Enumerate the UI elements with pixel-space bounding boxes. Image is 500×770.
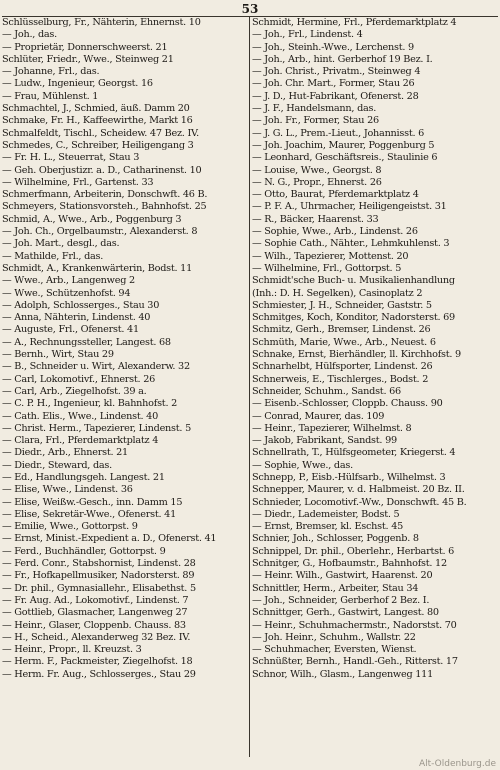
page-number: 53	[241, 2, 259, 16]
directory-entry: Schmidt, Hermine, Frl., Pferdemarktplatz 4	[252, 17, 457, 28]
directory-entry: — Joh., Schneider, Gerberhof 2 Bez. I.	[252, 594, 430, 606]
directory-entry: — Fr. Aug. Ad., Lokomotivf., Lindenst. 7	[2, 594, 189, 606]
directory-entry: Schmiester, J. H., Schneider, Gaststr. 5	[252, 299, 432, 311]
directory-entry: — Cath. Elis., Wwe., Lindenst. 40	[2, 410, 158, 422]
directory-entry: — Joh., das.	[2, 29, 57, 41]
directory-entry: Schnor, Wilh., Glasm., Langenweg 111	[252, 668, 433, 680]
directory-entry: — Heinr., Propr., ll. Kreuzst. 3	[2, 644, 142, 656]
directory-entry: — Emilie, Wwe., Gottorpst. 9	[2, 521, 138, 533]
right-column	[252, 17, 498, 681]
directory-entry: — Heinr., Tapezierer, Wilhelmst. 8	[252, 422, 412, 434]
directory-entry: Schnüßter, Bernh., Handl.-Geh., Ritterst. 17	[252, 656, 458, 668]
directory-entry: — Ferd. Conr., Stabshornist, Lindenst. 28	[2, 558, 196, 570]
directory-entry: — J. G. L., Prem.-Lieut., Johannisst. 6	[252, 127, 425, 139]
directory-entry: Schnittler, Herm., Arbeiter, Stau 34	[252, 582, 419, 594]
directory-entry: — N. G., Propr., Ehnerst. 26	[252, 176, 382, 188]
directory-entry: Schnittger, Gerh., Gastwirt, Langest. 80	[252, 607, 439, 619]
directory-entry: Schmidt'sche Buch- u. Musikalienhandlung	[252, 275, 455, 287]
directory-entry: — Louise, Wwe., Georgst. 8	[252, 164, 382, 176]
directory-entry: — C. P. H., Ingenieur, kl. Bahnhofst. 2	[2, 398, 178, 410]
directory-entry: — Joh., Frl., Lindenst. 4	[252, 29, 363, 41]
directory-entry: Schmerfmann, Arbeiterin, Donschwft. 46 B.	[2, 189, 208, 201]
directory-entry: — J. F., Handelsmann, das.	[252, 103, 377, 115]
directory-entry: — Anna, Nähterin, Lindenst. 40	[2, 312, 151, 324]
directory-entry: — Diedr., Steward, das.	[2, 459, 112, 471]
directory-entry: — Herm. F., Packmeister, Ziegelhofst. 18	[2, 656, 193, 668]
directory-entry: — Fr. H. L., Steuerrat, Stau 3	[2, 152, 140, 164]
directory-entry: — Joh. Christ., Privatm., Steinweg 4	[252, 66, 421, 78]
directory-entry: — Mathilde, Frl., das.	[2, 250, 104, 262]
directory-entry: — Ed., Handlungsgeh. Langest. 21	[2, 471, 165, 483]
directory-entry: — Carl, Arb., Ziegelhofst. 39 a.	[2, 385, 147, 397]
directory-entry: — Eisenb.-Schlosser, Cloppb. Chauss. 90	[252, 398, 443, 410]
directory-entry: — Heinr., Glaser, Cloppenb. Chauss. 83	[2, 619, 186, 631]
directory-entry: — Sophie, Wwe., das.	[252, 459, 353, 471]
directory-entry: — Ernst, Bremser, kl. Eschst. 45	[252, 521, 404, 533]
directory-entry: Schnitger, G., Hofbaumstr., Bahnhofst. 12	[252, 558, 447, 570]
directory-entry: — Wwe., Schützenhofst. 94	[2, 287, 131, 299]
directory-entry: — P. F. A., Uhrmacher, Heiligengeistst. 31	[252, 201, 447, 213]
left-column	[2, 17, 248, 681]
directory-entry: Schnier, Joh., Schlosser, Poggenb. 8	[252, 533, 419, 545]
directory-entry: — Diedr., Lademeister, Bodst. 5	[252, 508, 400, 520]
directory-entry: — B., Schneider u. Wirt, Alexanderw. 32	[2, 361, 190, 373]
directory-entry: Schmid, A., Wwe., Arb., Poggenburg 3	[2, 213, 182, 225]
directory-entry: — Elise, Weißw.-Gesch., inn. Damm 15	[2, 496, 183, 508]
directory-entry: — Frau, Mühlenst. 1	[2, 90, 99, 102]
directory-entry: Schmeyers, Stationsvorsteh., Bahnhofst. 25	[2, 201, 207, 213]
directory-entry: — Heinr., Schuhmachermstr., Nadorstst. 70	[252, 619, 457, 631]
directory-entry: Schnellrath, T., Hülfsgeometer, Kriegerst. 4	[252, 447, 456, 459]
directory-entry: — Conrad, Maurer, das. 109	[252, 410, 385, 422]
directory-entry: — H., Scheid., Alexanderweg 32 Bez. IV.	[2, 631, 191, 643]
directory-entry: — Schuhmacher, Eversten, Wienst.	[252, 644, 417, 656]
directory-entry: — Joh., Steinh.-Wwe., Lerchenst. 9	[252, 41, 414, 53]
directory-entry: — Proprietär, Donnerschweerst. 21	[2, 41, 168, 53]
directory-entry: Schmitges, Koch, Konditor, Nadorsterst. 69	[252, 312, 455, 324]
directory-entry: — Joh. Mart., desgl., das.	[2, 238, 120, 250]
directory-entry: Schnarhelbt, Hülfsporter, Lindenst. 26	[252, 361, 433, 373]
directory-entry: — Bernh., Wirt, Stau 29	[2, 349, 114, 361]
directory-entry: — Wilhelmine, Frl., Gottorpst. 5	[252, 262, 402, 274]
directory-entry: — Ludw., Ingenieur, Georgst. 16	[2, 78, 153, 90]
watermark: Alt-Oldenburg.de	[418, 759, 496, 769]
directory-entry: — Joh. Fr., Former, Stau 26	[252, 115, 379, 127]
directory-entry: Schnepp, P., Eisb.-Hülfsarb., Wilhelmst. 3	[252, 471, 446, 483]
directory-entry: — Christ. Herm., Tapezierer, Lindenst. 5	[2, 422, 191, 434]
directory-entry: Schlüter, Friedr., Wwe., Steinweg 21	[2, 53, 174, 65]
directory-entry: Schnieder, Locomotivf.-Ww., Donschwft. 45 B.	[252, 496, 467, 508]
directory-entry: — Sophie, Wwe., Arb., Lindenst. 26	[252, 226, 418, 238]
directory-entry: — Dr. phil., Gymnasiallehr., Elisabethst. 5	[2, 582, 196, 594]
directory-entry: Schmachtel, J., Schmied, äuß. Damm 20	[2, 103, 190, 115]
directory-entry: Schlüsselburg, Fr., Nähterin, Ehnernst. 10	[2, 17, 201, 28]
directory-entry: — Clara, Frl., Pferdemarktplatz 4	[2, 435, 159, 447]
directory-entry: Schnepper, Maurer, v. d. Halbmeist. 20 Bz. II.	[252, 484, 465, 496]
directory-entry: — Adolph, Schlosserges., Stau 30	[2, 299, 160, 311]
directory-entry: — Johanne, Frl., das.	[2, 66, 100, 78]
directory-entry: — Joh. Heinr., Schuhm., Wallstr. 22	[252, 631, 416, 643]
directory-entry: — Auguste, Frl., Ofenerst. 41	[2, 324, 139, 336]
directory-entry: Schmake, Fr. H., Kaffeewirthe, Markt 16	[2, 115, 193, 127]
directory-entry: — Sophie Cath., Nähter., Lehmkuhlenst. 3	[252, 238, 450, 250]
directory-entry: Schmüth, Marie, Wwe., Arb., Neuest. 6	[252, 336, 436, 348]
directory-entry: — Wilhelmine, Frl., Gartenst. 33	[2, 176, 154, 188]
directory-entry: — Joh. Ch., Orgelbaumstr., Alexanderst. 8	[2, 226, 198, 238]
directory-entry: — R., Bäcker, Haarenst. 33	[252, 213, 379, 225]
directory-entry: — Ferd., Buchhändler, Gottorpst. 9	[2, 545, 166, 557]
directory-entry: — Herm. Fr. Aug., Schlosserges., Stau 29	[2, 668, 196, 680]
directory-entry: — Diedr., Arb., Ehnerst. 21	[2, 447, 128, 459]
column-divider	[249, 17, 250, 757]
directory-entry: Schmedes, C., Schreiber, Heiligengang 3	[2, 139, 194, 151]
directory-entry: — Elise, Sekretär-Wwe., Ofenerst. 41	[2, 508, 176, 520]
directory-entry: Schmalfeldt, Tischl., Scheidew. 47 Bez. IV.	[2, 127, 199, 139]
directory-entry: — Leonhard, Geschäftsreis., Staulinie 6	[252, 152, 438, 164]
directory-entry: — Joh. Joachim, Maurer, Poggenburg 5	[252, 139, 435, 151]
directory-entry: — Wilh., Tapezierer, Mottenst. 20	[252, 250, 409, 262]
directory-entry: Schneider, Schuhm., Sandst. 66	[252, 385, 401, 397]
directory-entry: — Gottlieb, Glasmacher, Langenweg 27	[2, 607, 188, 619]
directory-entry: Schmidt, A., Krankenwärterin, Bodst. 11	[2, 262, 193, 274]
directory-entry: Schnerweis, E., Tischlerges., Bodst. 2	[252, 373, 429, 385]
directory-entry: — Jakob, Fabrikant, Sandst. 99	[252, 435, 397, 447]
directory-entry: — Joh. Chr. Mart., Former, Stau 26	[252, 78, 415, 90]
directory-entry: — J. D., Hut-Fabrikant, Ofenerst. 28	[252, 90, 419, 102]
directory-entry: — Carl, Lokomotivf., Ehnerst. 26	[2, 373, 156, 385]
directory-entry: — Otto, Baurat, Pferdemarktplatz 4	[252, 189, 419, 201]
directory-entry: — Joh., Arb., hint. Gerberhof 19 Bez. I.	[252, 53, 433, 65]
directory-entry: — Elise, Wwe., Lindenst. 36	[2, 484, 133, 496]
directory-entry: — Geh. Oberjustizr. a. D., Catharinenst. 10	[2, 164, 202, 176]
directory-entry: Schnippel, Dr. phil., Oberlehr., Herbartst. 6	[252, 545, 455, 557]
directory-entry: — Fr., Hofkapellmusiker, Nadorsterst. 89	[2, 570, 195, 582]
directory-entry: — Heinr. Wilh., Gastwirt, Haarenst. 20	[252, 570, 433, 582]
directory-entry: (Inh.: D. H. Segelken), Casinoplatz 2	[252, 287, 423, 299]
directory-entry: Schmitz, Gerh., Bremser, Lindenst. 26	[252, 324, 431, 336]
directory-entry: — A., Rechnungssteller, Langest. 68	[2, 336, 171, 348]
directory-entry: Schnake, Ernst, Bierhändler, ll. Kirchhofst. 9	[252, 349, 461, 361]
directory-entry: — Ernst, Minist.-Expedient a. D., Ofenerst. 41	[2, 533, 217, 545]
directory-entry: — Wwe., Arb., Langenweg 2	[2, 275, 135, 287]
